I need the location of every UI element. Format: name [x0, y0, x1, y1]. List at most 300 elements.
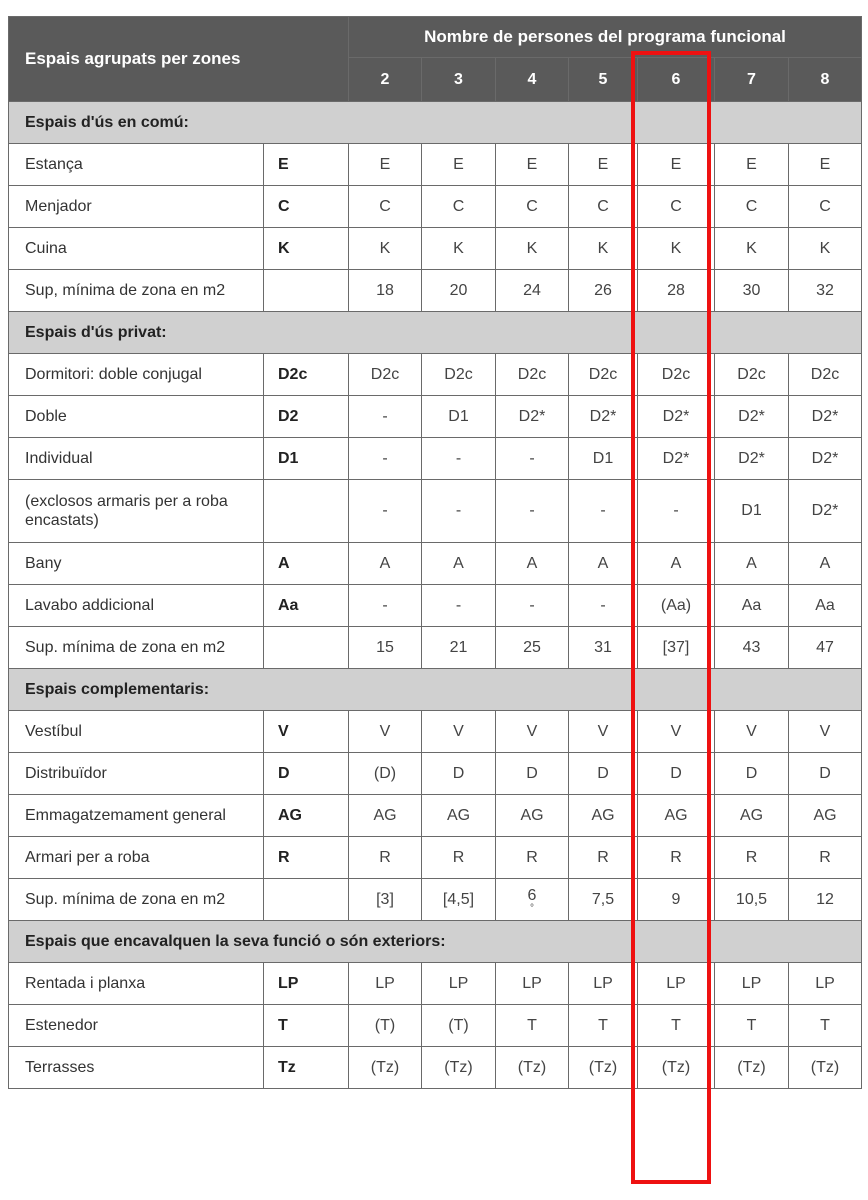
value-text: - [529, 502, 535, 519]
value-text: - [382, 449, 388, 467]
value-text: LP [448, 974, 469, 992]
value-cell [789, 186, 862, 228]
value-text: LP [741, 974, 762, 992]
value-cell [422, 228, 496, 270]
value-text: 28 [667, 281, 685, 299]
table-row [9, 837, 862, 879]
value-cell [715, 1005, 789, 1047]
value-text: C [670, 197, 682, 215]
value-cell [569, 585, 638, 627]
value-cell [638, 144, 715, 186]
table-row [9, 1047, 862, 1089]
space-name: Sup. mínima de zona en m2 [9, 627, 264, 669]
value-cell [349, 837, 422, 879]
value-cell [638, 270, 715, 312]
space-name: (exclosos armaris per a roba encastats) [9, 480, 264, 543]
space-name: Doble [9, 396, 264, 438]
value-cell [789, 438, 862, 480]
value-cell [349, 879, 422, 921]
value-text: A [597, 554, 609, 572]
value-text: AG [664, 806, 688, 824]
value-cell [789, 753, 862, 795]
value-cell [349, 753, 422, 795]
value-text: Aa [741, 596, 762, 614]
value-cell [569, 1005, 638, 1047]
table-header [9, 17, 862, 102]
value-text: - [673, 502, 679, 519]
space-name: Sup, mínima de zona en m2 [9, 270, 264, 312]
value-cell [422, 543, 496, 585]
value-text: D2c [444, 365, 473, 383]
table-row [9, 585, 862, 627]
value-cell [638, 543, 715, 585]
table-row [9, 228, 862, 270]
space-code: T [264, 1005, 349, 1047]
section-row [9, 102, 862, 144]
value-text: 9 [671, 890, 681, 908]
value-text: 47 [816, 638, 834, 656]
space-code: LP [264, 963, 349, 1005]
space-name: Menjador [9, 186, 264, 228]
table-row [9, 144, 862, 186]
value-cell [638, 438, 715, 480]
value-cell [715, 186, 789, 228]
space-code: E [264, 144, 349, 186]
count-header: 8 [789, 58, 862, 102]
value-text: K [670, 239, 682, 257]
value-cell [715, 396, 789, 438]
value-cell [422, 879, 496, 921]
value-cell [349, 1005, 422, 1047]
value-text: D2* [811, 407, 839, 425]
value-text: 26 [594, 281, 612, 299]
space-name: Bany [9, 543, 264, 585]
value-text: (T) [448, 1016, 469, 1034]
value-cell [349, 270, 422, 312]
value-text: [4,5] [442, 890, 475, 908]
count-header: 7 [715, 58, 789, 102]
value-text: V [379, 722, 391, 740]
value-text: LP [593, 974, 613, 992]
value-text: AG [739, 806, 764, 824]
value-cell [422, 144, 496, 186]
value-text: D2* [662, 407, 690, 425]
value-text: - [600, 596, 606, 614]
value-cell [789, 879, 862, 921]
value-text: LP [815, 974, 835, 992]
value-cell [715, 354, 789, 396]
value-cell [496, 186, 569, 228]
value-text: E [670, 155, 682, 173]
value-text: C [597, 197, 609, 215]
value-text: - [529, 449, 535, 467]
count-header: 6 [638, 58, 715, 102]
space-code [264, 480, 349, 543]
value-cell [789, 396, 862, 438]
space-name: Emmagatzemament general [9, 795, 264, 837]
value-cell [496, 627, 569, 669]
space-code: A [264, 543, 349, 585]
value-cell [638, 228, 715, 270]
value-text: T [671, 1016, 681, 1034]
value-text: R [597, 848, 609, 866]
value-cell [422, 963, 496, 1005]
value-text: E [453, 155, 464, 173]
count-header: 3 [422, 58, 496, 102]
value-cell [422, 711, 496, 753]
value-text: T [527, 1016, 537, 1034]
section-row [9, 312, 862, 354]
value-cell [422, 396, 496, 438]
section-title: Espais que encavalquen la seva funció o són exteriors: [9, 921, 862, 963]
value-cell [569, 711, 638, 753]
value-cell [349, 543, 422, 585]
value-text: V [526, 722, 538, 740]
space-name: Cuina [9, 228, 264, 270]
value-text: (Tz) [661, 1058, 691, 1076]
value-text: - [455, 449, 462, 467]
value-text: 30 [742, 281, 761, 299]
value-cell [789, 795, 862, 837]
value-cell [789, 354, 862, 396]
zones-header: Espais agrupats per zones [9, 17, 349, 102]
value-cell [569, 144, 638, 186]
value-text: 15 [376, 638, 394, 656]
section-title: Espais d'ús privat: [9, 312, 862, 354]
value-text: C [452, 197, 465, 215]
value-text: 20 [449, 281, 468, 299]
value-cell [349, 354, 422, 396]
value-cell [422, 753, 496, 795]
value-cell [569, 795, 638, 837]
table-row [9, 795, 862, 837]
value-cell [569, 879, 638, 921]
value-cell [789, 1005, 862, 1047]
table-row [9, 963, 862, 1005]
value-text: D [526, 764, 538, 782]
space-code: AG [264, 795, 349, 837]
section-title: Espais complementaris: [9, 669, 862, 711]
value-text: D2* [738, 449, 765, 467]
space-code: C [264, 186, 349, 228]
value-cell [422, 585, 496, 627]
value-cell [569, 354, 638, 396]
note-mark: ° [530, 902, 534, 914]
value-text: (Tz) [737, 1058, 766, 1076]
table-row [9, 879, 862, 921]
section-row [9, 921, 862, 963]
value-text: C [379, 197, 391, 215]
value-cell [789, 585, 862, 627]
value-cell [638, 963, 715, 1005]
value-cell [715, 795, 789, 837]
value-cell [569, 1047, 638, 1089]
value-cell [422, 837, 496, 879]
value-text: K [379, 239, 391, 257]
value-text: 31 [594, 638, 612, 656]
value-text: T [746, 1016, 757, 1034]
space-code: K [264, 228, 349, 270]
value-text: C [745, 197, 758, 215]
value-text: D2c [661, 365, 691, 383]
value-cell [715, 144, 789, 186]
value-cell [496, 144, 569, 186]
value-cell [789, 228, 862, 270]
table-body [9, 102, 862, 1089]
value-text: (T) [374, 1016, 396, 1034]
value-cell [496, 795, 569, 837]
value-text: D2c [810, 365, 840, 383]
value-text: D2c [517, 365, 547, 383]
count-header: 2 [349, 58, 422, 102]
space-code: D2c [264, 354, 349, 396]
value-text: A [819, 554, 831, 572]
value-text: (Tz) [810, 1058, 840, 1076]
table-row [9, 270, 862, 312]
value-text: D2* [811, 502, 839, 519]
value-text: E [819, 155, 831, 173]
value-text: 32 [816, 281, 834, 299]
value-text: D2* [589, 407, 617, 425]
value-cell [638, 627, 715, 669]
value-text: AG [813, 806, 837, 824]
value-text: 18 [376, 281, 394, 299]
value-text: - [382, 502, 388, 519]
value-cell [638, 354, 715, 396]
value-text: C [819, 197, 831, 215]
value-cell [349, 438, 422, 480]
space-code: V [264, 711, 349, 753]
value-cell [715, 270, 789, 312]
value-cell [638, 480, 715, 543]
value-cell [422, 627, 496, 669]
value-text: D2c [588, 365, 618, 383]
value-cell [422, 1047, 496, 1089]
value-cell [715, 480, 789, 543]
value-text: D2* [811, 449, 839, 467]
value-text: 24 [523, 281, 541, 299]
value-cell [496, 438, 569, 480]
table-row [9, 438, 862, 480]
value-text: R [670, 848, 682, 866]
value-cell [349, 1047, 422, 1089]
space-code: Tz [264, 1047, 349, 1089]
value-cell [789, 837, 862, 879]
value-cell [496, 585, 569, 627]
space-name: Rentada i planxa [9, 963, 264, 1005]
value-text: D2c [737, 365, 766, 383]
value-cell [715, 228, 789, 270]
value-text: D1 [741, 502, 762, 519]
value-cell [789, 627, 862, 669]
space-name: Terrasses [9, 1047, 264, 1089]
value-cell [789, 144, 862, 186]
space-name: Armari per a roba [9, 837, 264, 879]
value-text: (Tz) [588, 1058, 618, 1076]
value-cell [496, 270, 569, 312]
persons-group-header: Nombre de persones del programa funcional [349, 17, 862, 58]
value-text: D2* [518, 407, 546, 425]
space-name: Dormitori: doble conjugal [9, 354, 264, 396]
value-cell [789, 711, 862, 753]
value-text: D2c [370, 365, 400, 383]
value-cell [638, 1047, 715, 1089]
value-cell [569, 186, 638, 228]
value-cell [715, 711, 789, 753]
value-cell [569, 228, 638, 270]
value-cell [496, 711, 569, 753]
value-text: D1 [448, 407, 469, 425]
value-text: D [452, 764, 465, 782]
value-cell [496, 480, 569, 543]
value-cell [569, 270, 638, 312]
value-cell [496, 396, 569, 438]
value-cell [496, 228, 569, 270]
count-header: 4 [496, 58, 569, 102]
value-text: K [453, 239, 464, 257]
value-cell [638, 711, 715, 753]
value-cell [638, 585, 715, 627]
space-name: Distribuïdor [9, 753, 264, 795]
value-cell [789, 480, 862, 543]
value-cell [569, 480, 638, 543]
value-text: R [526, 848, 538, 866]
spaces-table [8, 16, 862, 1089]
value-cell [638, 396, 715, 438]
space-name: Sup. mínima de zona en m2 [9, 879, 264, 921]
value-text: E [379, 155, 391, 173]
value-text: R [745, 848, 758, 866]
value-cell [789, 270, 862, 312]
value-text: K [819, 239, 831, 257]
value-cell [422, 354, 496, 396]
value-text: [3] [376, 890, 394, 908]
value-cell [789, 1047, 862, 1089]
value-text: 25 [523, 638, 541, 656]
value-cell [496, 1047, 569, 1089]
space-code [264, 627, 349, 669]
value-cell [569, 753, 638, 795]
value-text: T [820, 1016, 830, 1034]
value-cell [638, 1005, 715, 1047]
value-text: 43 [742, 638, 761, 656]
value-text: E [526, 155, 538, 173]
table-row [9, 753, 862, 795]
space-name: Lavabo addicional [9, 585, 264, 627]
value-cell [715, 879, 789, 921]
table-row [9, 186, 862, 228]
value-text: AG [373, 806, 397, 824]
value-cell [638, 753, 715, 795]
value-text: K [746, 239, 757, 257]
value-cell [715, 963, 789, 1005]
value-text: A [379, 554, 391, 572]
value-cell [569, 837, 638, 879]
value-text: R [379, 848, 391, 866]
value-text: E [746, 155, 757, 173]
value-text: D2* [738, 407, 765, 425]
value-cell [638, 879, 715, 921]
value-cell [422, 480, 496, 543]
value-text: V [453, 722, 464, 740]
value-text: (Tz) [370, 1058, 400, 1076]
value-text: - [529, 596, 535, 614]
space-name: Vestíbul [9, 711, 264, 753]
value-cell [715, 438, 789, 480]
value-text: AG [520, 806, 544, 824]
space-code [264, 879, 349, 921]
value-cell [496, 837, 569, 879]
value-text: 6 [527, 886, 537, 904]
value-cell [496, 753, 569, 795]
value-cell [638, 186, 715, 228]
table-row [9, 480, 862, 543]
value-cell [422, 270, 496, 312]
value-cell [496, 543, 569, 585]
value-text: D [670, 764, 682, 782]
space-name: Estança [9, 144, 264, 186]
value-cell [349, 228, 422, 270]
space-code: D1 [264, 438, 349, 480]
table-row [9, 711, 862, 753]
value-text: V [597, 722, 609, 740]
value-text: C [526, 197, 538, 215]
value-text: A [746, 554, 757, 572]
value-text: D [745, 764, 758, 782]
value-text: V [670, 722, 682, 740]
value-cell [715, 627, 789, 669]
table-wrapper [8, 16, 861, 1089]
value-cell [349, 480, 422, 543]
value-text: Aa [815, 596, 835, 614]
value-text: 7,5 [591, 890, 615, 908]
value-cell [715, 1047, 789, 1089]
value-cell [349, 795, 422, 837]
value-text: R [452, 848, 465, 866]
value-text: E [597, 155, 609, 173]
value-cell [349, 585, 422, 627]
value-cell [638, 837, 715, 879]
value-text: LP [666, 974, 686, 992]
value-text: 21 [449, 638, 468, 656]
value-cell [496, 1005, 569, 1047]
value-cell [422, 186, 496, 228]
value-cell [349, 627, 422, 669]
value-text: D [597, 764, 609, 782]
value-cell [422, 438, 496, 480]
value-cell [496, 879, 569, 921]
value-text: V [746, 722, 757, 740]
value-text: R [819, 848, 831, 866]
value-cell [715, 543, 789, 585]
value-text: [37] [662, 638, 690, 656]
space-name: Estenedor [9, 1005, 264, 1047]
value-text: - [382, 596, 388, 614]
table-row [9, 1005, 862, 1047]
space-code [264, 270, 349, 312]
value-cell [349, 186, 422, 228]
value-text: LP [375, 974, 395, 992]
value-text: - [455, 502, 462, 519]
space-code: R [264, 837, 349, 879]
value-cell [569, 438, 638, 480]
value-cell [569, 627, 638, 669]
value-text: (D) [373, 764, 397, 782]
value-cell [789, 543, 862, 585]
value-cell [789, 963, 862, 1005]
value-text: D1 [592, 449, 614, 467]
value-text: 12 [816, 890, 834, 908]
